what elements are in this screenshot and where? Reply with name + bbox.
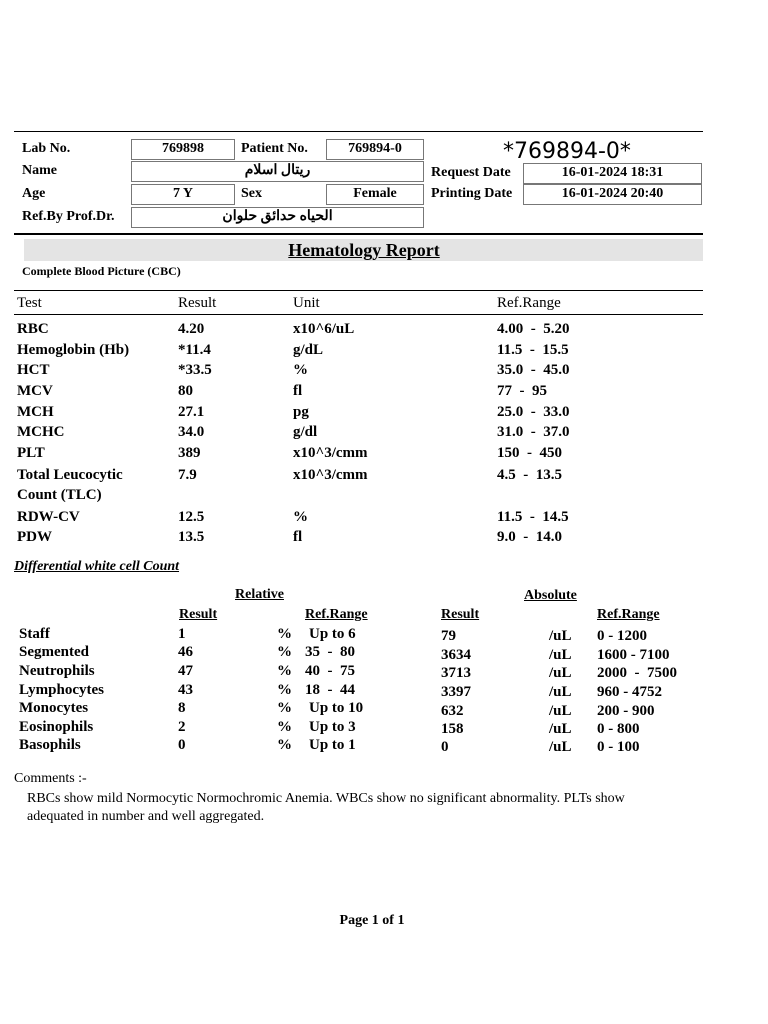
patient-no-label: Patient No. xyxy=(241,141,308,156)
diff-absolute-range: 2000 - 7500 xyxy=(597,665,677,681)
diff-relative-result: 46 xyxy=(178,644,193,660)
cbc-test-name: MCHC xyxy=(17,424,65,440)
diff-cell-name: Segmented xyxy=(19,644,89,660)
cbc-unit: fl xyxy=(293,383,303,399)
diff-percent-unit: % xyxy=(277,719,292,735)
lab-no-label: Lab No. xyxy=(22,141,71,156)
cbc-test-name: MCH xyxy=(17,404,54,420)
col-result-header: Result xyxy=(178,295,217,311)
cbc-result: 27.1 xyxy=(178,404,205,420)
cbc-result: 389 xyxy=(178,445,201,461)
diff-cell-name: Staff xyxy=(19,626,50,642)
diff-percent-unit: % xyxy=(277,737,292,753)
diff-relative-result: 1 xyxy=(178,626,186,642)
diff-relative-result: 8 xyxy=(178,700,186,716)
cbc-header-top-rule xyxy=(14,290,703,291)
cbc-unit: x10^6/uL xyxy=(293,321,355,337)
diff-absolute-range: 1600 - 7100 xyxy=(597,647,670,663)
cbc-ref-range: 31.0 - 37.0 xyxy=(497,424,570,440)
diff-cell-name: Eosinophils xyxy=(19,719,94,735)
diff-relative-range: 35 - 80 xyxy=(305,644,355,660)
cbc-test-name: PLT xyxy=(17,445,45,461)
cbc-test-name: Hemoglobin (Hb) xyxy=(17,342,130,358)
diff-absolute-range: 0 - 1200 xyxy=(597,628,647,644)
diff-absolute-unit: /uL xyxy=(549,647,572,663)
relative-range-header: Ref.Range xyxy=(305,607,368,622)
patient-no-field: 769894-0 xyxy=(326,139,424,160)
cbc-result: 12.5 xyxy=(178,509,205,525)
diff-percent-unit: % xyxy=(277,644,292,660)
differential-title: Differential white cell Count xyxy=(14,559,180,574)
diff-absolute-unit: /uL xyxy=(549,721,572,737)
page-number: Page 1 of 1 xyxy=(339,913,405,928)
cbc-result: *11.4 xyxy=(178,342,211,358)
diff-absolute-result: 3634 xyxy=(441,647,471,663)
cbc-ref-range: 4.00 - 5.20 xyxy=(497,321,570,337)
relative-heading: Relative xyxy=(235,587,284,602)
report-title: Hematology Report xyxy=(288,240,440,260)
comments-label: Comments :- xyxy=(14,771,87,786)
diff-absolute-unit: /uL xyxy=(549,703,572,719)
col-range-header: Ref.Range xyxy=(497,295,561,311)
cbc-result: 34.0 xyxy=(178,424,205,440)
cbc-result: 7.9 xyxy=(178,467,197,483)
diff-absolute-unit: /uL xyxy=(549,628,572,644)
diff-cell-name: Basophils xyxy=(19,737,81,753)
cbc-result: 4.20 xyxy=(178,321,205,337)
cbc-result: 80 xyxy=(178,383,193,399)
diff-absolute-range: 0 - 100 xyxy=(597,739,640,755)
diff-absolute-unit: /uL xyxy=(549,665,572,681)
diff-absolute-result: 3397 xyxy=(441,684,471,700)
cbc-test-name: MCV xyxy=(17,383,53,399)
cbc-ref-range: 77 - 95 xyxy=(497,383,547,399)
absolute-result-header: Result xyxy=(441,607,480,622)
header-bottom-rule xyxy=(14,233,703,235)
barcode-text: *769894-0* xyxy=(503,140,631,162)
diff-absolute-unit: /uL xyxy=(549,739,572,755)
comments-line-1: RBCs show mild Normocytic Normochromic Anemia. WBCs show no significant abnormality. PLTs show xyxy=(27,791,625,806)
name-label: Name xyxy=(22,163,57,178)
absolute-range-header: Ref.Range xyxy=(597,607,660,622)
age-label: Age xyxy=(22,186,46,201)
diff-percent-unit: % xyxy=(277,626,292,642)
ref-by-label: Ref.By Prof.Dr. xyxy=(22,209,115,224)
diff-cell-name: Monocytes xyxy=(19,700,89,716)
sex-label: Sex xyxy=(241,186,262,201)
cbc-result: 13.5 xyxy=(178,529,205,545)
diff-percent-unit: % xyxy=(277,663,292,679)
diff-relative-range: Up to 3 xyxy=(309,719,356,735)
diff-relative-result: 2 xyxy=(178,719,186,735)
diff-relative-range: Up to 1 xyxy=(309,737,356,753)
diff-relative-range: 18 - 44 xyxy=(305,682,355,698)
printing-date-field: 16-01-2024 20:40 xyxy=(523,184,702,205)
diff-percent-unit: % xyxy=(277,682,292,698)
diff-absolute-result: 0 xyxy=(441,739,449,755)
header-top-rule xyxy=(14,131,703,132)
diff-relative-range: Up to 10 xyxy=(309,700,364,716)
sex-field: Female xyxy=(326,184,424,205)
diff-relative-result: 47 xyxy=(178,663,193,679)
diff-relative-range: Up to 6 xyxy=(309,626,356,642)
diff-relative-result: 0 xyxy=(178,737,186,753)
diff-absolute-unit: /uL xyxy=(549,684,572,700)
cbc-ref-range: 150 - 450 xyxy=(497,445,562,461)
diff-absolute-range: 960 - 4752 xyxy=(597,684,662,700)
cbc-header-bottom-rule xyxy=(14,314,703,315)
diff-cell-name: Neutrophils xyxy=(19,663,95,679)
cbc-ref-range: 4.5 - 13.5 xyxy=(497,467,562,483)
cbc-unit: % xyxy=(293,362,308,378)
comments-line-2: adequated in number and well aggregated. xyxy=(27,809,265,824)
relative-result-header: Result xyxy=(179,607,218,622)
report-subtitle: Complete Blood Picture (CBC) xyxy=(22,264,181,278)
cbc-test-name: PDW xyxy=(17,529,52,545)
cbc-unit: x10^3/cmm xyxy=(293,467,368,483)
cbc-ref-range: 25.0 - 33.0 xyxy=(497,404,570,420)
diff-cell-name: Lymphocytes xyxy=(19,682,105,698)
ref-by-field: الحياه حدائق حلوان xyxy=(131,207,424,228)
cbc-ref-range: 11.5 - 15.5 xyxy=(497,342,569,358)
cbc-unit: g/dL xyxy=(293,342,324,358)
request-date-label: Request Date xyxy=(431,165,511,180)
cbc-test-name: RDW-CV xyxy=(17,509,80,525)
diff-percent-unit: % xyxy=(277,700,292,716)
absolute-heading: Absolute xyxy=(524,588,577,603)
cbc-unit: g/dl xyxy=(293,424,318,440)
diff-absolute-range: 0 - 800 xyxy=(597,721,640,737)
cbc-ref-range: 11.5 - 14.5 xyxy=(497,509,569,525)
patient-name-field: ريتال اسلام xyxy=(131,161,424,182)
cbc-unit: fl xyxy=(293,529,303,545)
cbc-test-name: Total Leucocytic xyxy=(17,467,123,483)
cbc-result: *33.5 xyxy=(178,362,212,378)
diff-absolute-result: 158 xyxy=(441,721,464,737)
printing-date-label: Printing Date xyxy=(431,186,513,201)
cbc-test-name-line2: Count (TLC) xyxy=(17,487,102,503)
age-field: 7 Y xyxy=(131,184,235,205)
diff-absolute-result: 3713 xyxy=(441,665,471,681)
cbc-test-name: HCT xyxy=(17,362,50,378)
diff-relative-result: 43 xyxy=(178,682,193,698)
diff-absolute-result: 632 xyxy=(441,703,464,719)
cbc-unit: % xyxy=(293,509,308,525)
cbc-unit: pg xyxy=(293,404,309,420)
request-date-field: 16-01-2024 18:31 xyxy=(523,163,702,184)
diff-relative-range: 40 - 75 xyxy=(305,663,355,679)
cbc-ref-range: 9.0 - 14.0 xyxy=(497,529,562,545)
lab-no-field: 769898 xyxy=(131,139,235,160)
diff-absolute-range: 200 - 900 xyxy=(597,703,655,719)
col-test-header: Test xyxy=(17,295,42,311)
cbc-ref-range: 35.0 - 45.0 xyxy=(497,362,570,378)
col-unit-header: Unit xyxy=(293,295,320,311)
cbc-unit: x10^3/cmm xyxy=(293,445,368,461)
diff-absolute-result: 79 xyxy=(441,628,456,644)
cbc-test-name: RBC xyxy=(17,321,49,337)
